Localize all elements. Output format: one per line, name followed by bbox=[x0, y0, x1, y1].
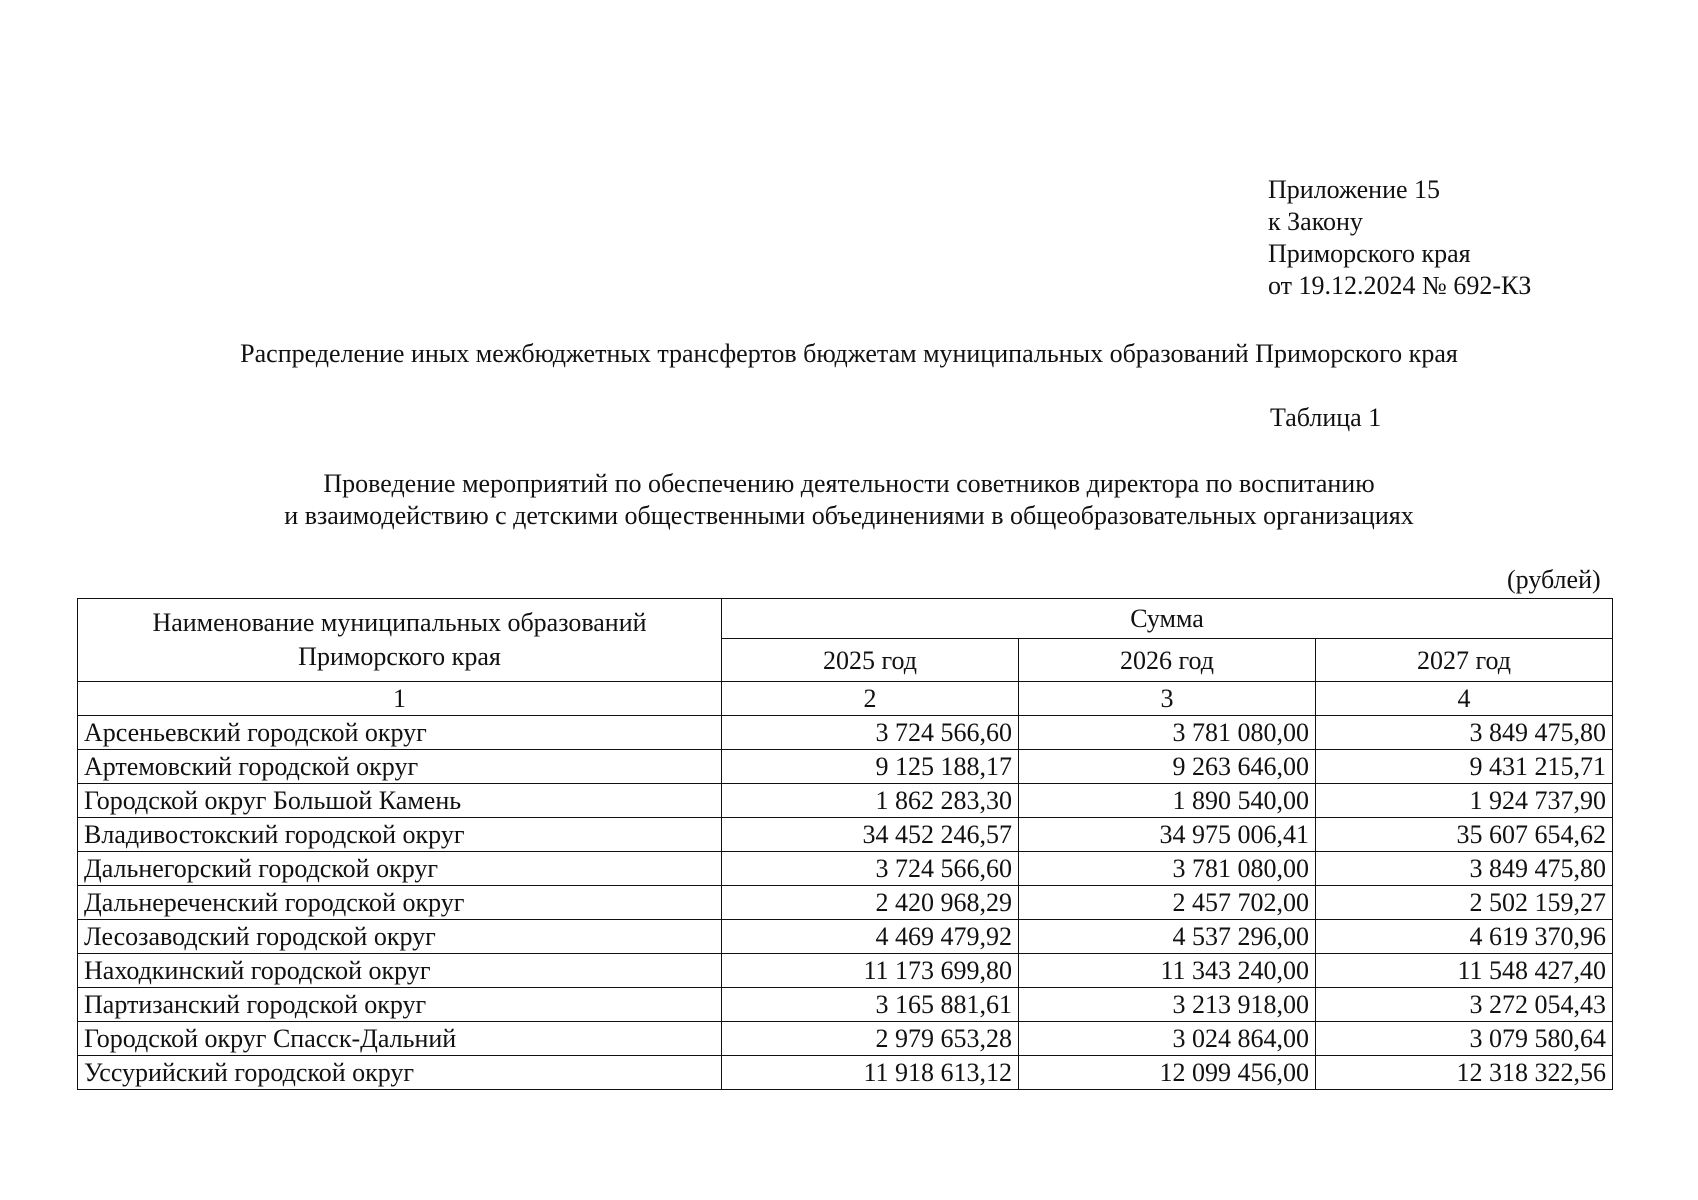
value-2025: 3 724 566,60 bbox=[722, 852, 1019, 886]
table-row bbox=[78, 818, 1613, 852]
municipality-name: Дальнереченский городской округ bbox=[78, 886, 722, 920]
value-2025: 3 724 566,60 bbox=[722, 716, 1019, 750]
value-2025: 1 862 283,30 bbox=[722, 784, 1019, 818]
subtitle-line: Проведение мероприятий по обеспечению деятельности советников директора по воспитанию bbox=[323, 469, 1375, 498]
table-row bbox=[78, 852, 1613, 886]
value-2027: 12 318 322,56 bbox=[1316, 1056, 1613, 1090]
appendix-reference bbox=[1268, 174, 1531, 302]
column-number: 4 bbox=[1316, 682, 1613, 716]
table-subtitle bbox=[0, 468, 1698, 532]
appendix-line: от 19.12.2024 № 692-КЗ bbox=[1268, 271, 1532, 300]
value-2026: 3 781 080,00 bbox=[1019, 716, 1316, 750]
unit-label: (рублей) bbox=[1507, 565, 1601, 594]
document-title: Распределение иных межбюджетных трансфертов бюджетам муниципальных образований Приморского края bbox=[240, 339, 1458, 368]
value-2026: 3 213 918,00 bbox=[1019, 988, 1316, 1022]
table-row bbox=[78, 988, 1613, 1022]
subtitle-line: и взаимодействию с детскими общественными объединениями в общеобразовательных организациях bbox=[284, 501, 1414, 530]
table-row bbox=[78, 750, 1613, 784]
value-2026: 11 343 240,00 bbox=[1019, 954, 1316, 988]
value-2025: 3 165 881,61 bbox=[722, 988, 1019, 1022]
header-year-2025: 2025 год bbox=[722, 639, 1019, 682]
column-number: 3 bbox=[1019, 682, 1316, 716]
municipality-name: Городской округ Спасск-Дальний bbox=[78, 1022, 722, 1056]
value-2027: 11 548 427,40 bbox=[1316, 954, 1613, 988]
value-2026: 34 975 006,41 bbox=[1019, 818, 1316, 852]
value-2026: 2 457 702,00 bbox=[1019, 886, 1316, 920]
header-municipality: Наименование муниципальных образований Приморского края bbox=[78, 599, 722, 682]
transfers-table bbox=[77, 598, 1613, 1090]
municipality-name: Арсеньевский городской округ bbox=[78, 716, 722, 750]
value-2027: 2 502 159,27 bbox=[1316, 886, 1613, 920]
table-row bbox=[78, 784, 1613, 818]
value-2026: 1 890 540,00 bbox=[1019, 784, 1316, 818]
table-row bbox=[78, 954, 1613, 988]
value-2027: 1 924 737,90 bbox=[1316, 784, 1613, 818]
value-2025: 4 469 479,92 bbox=[722, 920, 1019, 954]
value-2027: 3 079 580,64 bbox=[1316, 1022, 1613, 1056]
value-2026: 3 781 080,00 bbox=[1019, 852, 1316, 886]
value-2025: 2 979 653,28 bbox=[722, 1022, 1019, 1056]
value-2025: 11 173 699,80 bbox=[722, 954, 1019, 988]
value-2025: 11 918 613,12 bbox=[722, 1056, 1019, 1090]
column-number: 1 bbox=[78, 682, 722, 716]
table-row bbox=[78, 886, 1613, 920]
municipality-name: Дальнегорский городской округ bbox=[78, 852, 722, 886]
header-year-2026: 2026 год bbox=[1019, 639, 1316, 682]
value-2026: 12 099 456,00 bbox=[1019, 1056, 1316, 1090]
municipality-name: Партизанский городской округ bbox=[78, 988, 722, 1022]
municipality-name: Городской округ Большой Камень bbox=[78, 784, 722, 818]
value-2027: 9 431 215,71 bbox=[1316, 750, 1613, 784]
value-2027: 4 619 370,96 bbox=[1316, 920, 1613, 954]
appendix-line: к Закону bbox=[1268, 207, 1363, 236]
municipality-name: Уссурийский городской округ bbox=[78, 1056, 722, 1090]
value-2027: 3 849 475,80 bbox=[1316, 716, 1613, 750]
municipality-name: Владивостокский городской округ bbox=[78, 818, 722, 852]
table-row bbox=[78, 716, 1613, 750]
value-2027: 35 607 654,62 bbox=[1316, 818, 1613, 852]
value-2026: 9 263 646,00 bbox=[1019, 750, 1316, 784]
value-2026: 4 537 296,00 bbox=[1019, 920, 1316, 954]
table-row bbox=[78, 1056, 1613, 1090]
column-number: 2 bbox=[722, 682, 1019, 716]
municipality-name: Лесозаводский городской округ bbox=[78, 920, 722, 954]
header-year-2027: 2027 год bbox=[1316, 639, 1613, 682]
column-number-row bbox=[78, 682, 1613, 716]
municipality-name: Находкинский городской округ bbox=[78, 954, 722, 988]
header-sum: Сумма bbox=[722, 599, 1613, 639]
municipality-name: Артемовский городской округ bbox=[78, 750, 722, 784]
table-row bbox=[78, 920, 1613, 954]
value-2025: 9 125 188,17 bbox=[722, 750, 1019, 784]
value-2027: 3 272 054,43 bbox=[1316, 988, 1613, 1022]
table-label: Таблица 1 bbox=[1270, 403, 1382, 432]
value-2026: 3 024 864,00 bbox=[1019, 1022, 1316, 1056]
appendix-line: Приложение 15 bbox=[1268, 175, 1441, 204]
appendix-line: Приморского края bbox=[1268, 239, 1471, 268]
value-2025: 34 452 246,57 bbox=[722, 818, 1019, 852]
value-2027: 3 849 475,80 bbox=[1316, 852, 1613, 886]
table-row bbox=[78, 1022, 1613, 1056]
value-2025: 2 420 968,29 bbox=[722, 886, 1019, 920]
